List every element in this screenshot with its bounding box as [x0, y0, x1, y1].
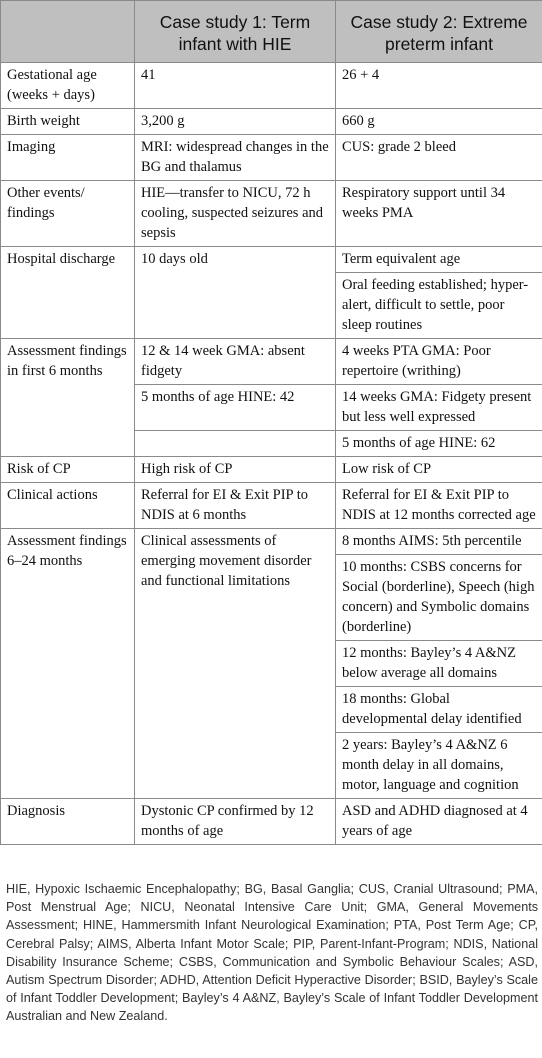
cell: 10 days old: [135, 247, 336, 339]
header-case2: Case study 2: Extreme preterm infant: [336, 1, 542, 63]
cell: 12 months: Bayley’s 4 A&NZ below average all domains: [336, 641, 542, 687]
table-row: [1, 181, 542, 247]
cell: High risk of CP: [135, 457, 336, 483]
cell: 5 months of age HINE: 42: [135, 385, 336, 431]
cell: Clinical assessments of emerging movement disorder and functional limitations: [135, 529, 336, 799]
row-label-diagnosis: Diagnosis: [1, 799, 135, 845]
row-label-birthweight: Birth weight: [1, 109, 135, 135]
row-label-actions: Clinical actions: [1, 483, 135, 529]
cell-empty: [135, 431, 336, 457]
table-row: [1, 339, 542, 385]
cell: Dystonic CP confirmed by 12 months of age: [135, 799, 336, 845]
row-label-gestational: Gestational age (weeks + days): [1, 63, 135, 109]
cell: Term equivalent age: [336, 247, 542, 273]
table-row: [1, 135, 542, 181]
table-footnote: HIE, Hypoxic Ischaemic Encephalopathy; BG, Basal Ganglia; CUS, Cranial Ultrasound; PMA, Post Menstrual Age; NICU, Neonatal Intensive Care Unit; GMA, General Movements Assessment; HINE, Hammersmith Infant Neurological Examination; PTA, Post Term Age; CP, Cerebral Palsy; AIMS, Alberta Infant Motor Scale; PIP, Parent-Infant-Program; NDIS, National Disability Insurance Scheme; CSBS, Communication and Symbolic Behaviour Scales; ASD, Autism Spectrum Disorder; ADHD, Attention Deficit Hyperactive Disorder; BSID, Bayley’s Scale of Infant Toddler Development; Bayley’s 4 A&NZ, Bayley’s Scale of Infant Toddler Development Australian and New Zealand.: [6, 882, 538, 1024]
cell: 660 g: [336, 109, 542, 135]
table-row: [1, 247, 542, 273]
cell: 12 & 14 week GMA: absent fidgety: [135, 339, 336, 385]
header-blank-cell: [1, 1, 135, 63]
cell: Respiratory support until 34 weeks PMA: [336, 181, 542, 247]
cell: Referral for EI & Exit PIP to NDIS at 6 months: [135, 483, 336, 529]
cell: 18 months: Global developmental delay identified: [336, 687, 542, 733]
table-row: [1, 63, 542, 109]
cell: 10 months: CSBS concerns for Social (borderline), Speech (high concern) and Symbolic domains (borderline): [336, 555, 542, 641]
cell: CUS: grade 2 bleed: [336, 135, 542, 181]
header-case1: Case study 1: Term infant with HIE: [135, 1, 336, 63]
cell: 2 years: Bayley’s 4 A&NZ 6 month delay in all domains, motor, language and cognition: [336, 733, 542, 799]
cell: 5 months of age HINE: 62: [336, 431, 542, 457]
row-label-risk: Risk of CP: [1, 457, 135, 483]
cell: Low risk of CP: [336, 457, 542, 483]
cell: 41: [135, 63, 336, 109]
row-label-other: Other events/ findings: [1, 181, 135, 247]
table-row: [1, 529, 542, 555]
cell: 26 + 4: [336, 63, 542, 109]
row-label-assess6: Assessment findings in first 6 months: [1, 339, 135, 457]
row-label-imaging: Imaging: [1, 135, 135, 181]
cell: ASD and ADHD diagnosed at 4 years of age: [336, 799, 542, 845]
row-label-discharge: Hospital discharge: [1, 247, 135, 339]
cell: 14 weeks GMA: Fidgety present but less well expressed: [336, 385, 542, 431]
header-row: [1, 1, 542, 63]
table-row: [1, 799, 542, 845]
cell: Referral for EI & Exit PIP to NDIS at 12 months corrected age: [336, 483, 542, 529]
cell: 4 weeks PTA GMA: Poor repertoire (writhing): [336, 339, 542, 385]
cell: 3,200 g: [135, 109, 336, 135]
cell: HIE—transfer to NICU, 72 h cooling, suspected seizures and sepsis: [135, 181, 336, 247]
table-row: [1, 109, 542, 135]
table-row: [1, 483, 542, 529]
cell: Oral feeding established; hyper-alert, difficult to settle, poor sleep routines: [336, 273, 542, 339]
cell: MRI: widespread changes in the BG and thalamus: [135, 135, 336, 181]
cell: 8 months AIMS: 5th percentile: [336, 529, 542, 555]
row-label-assess24: Assessment findings 6–24 months: [1, 529, 135, 799]
table-row: [1, 457, 542, 483]
